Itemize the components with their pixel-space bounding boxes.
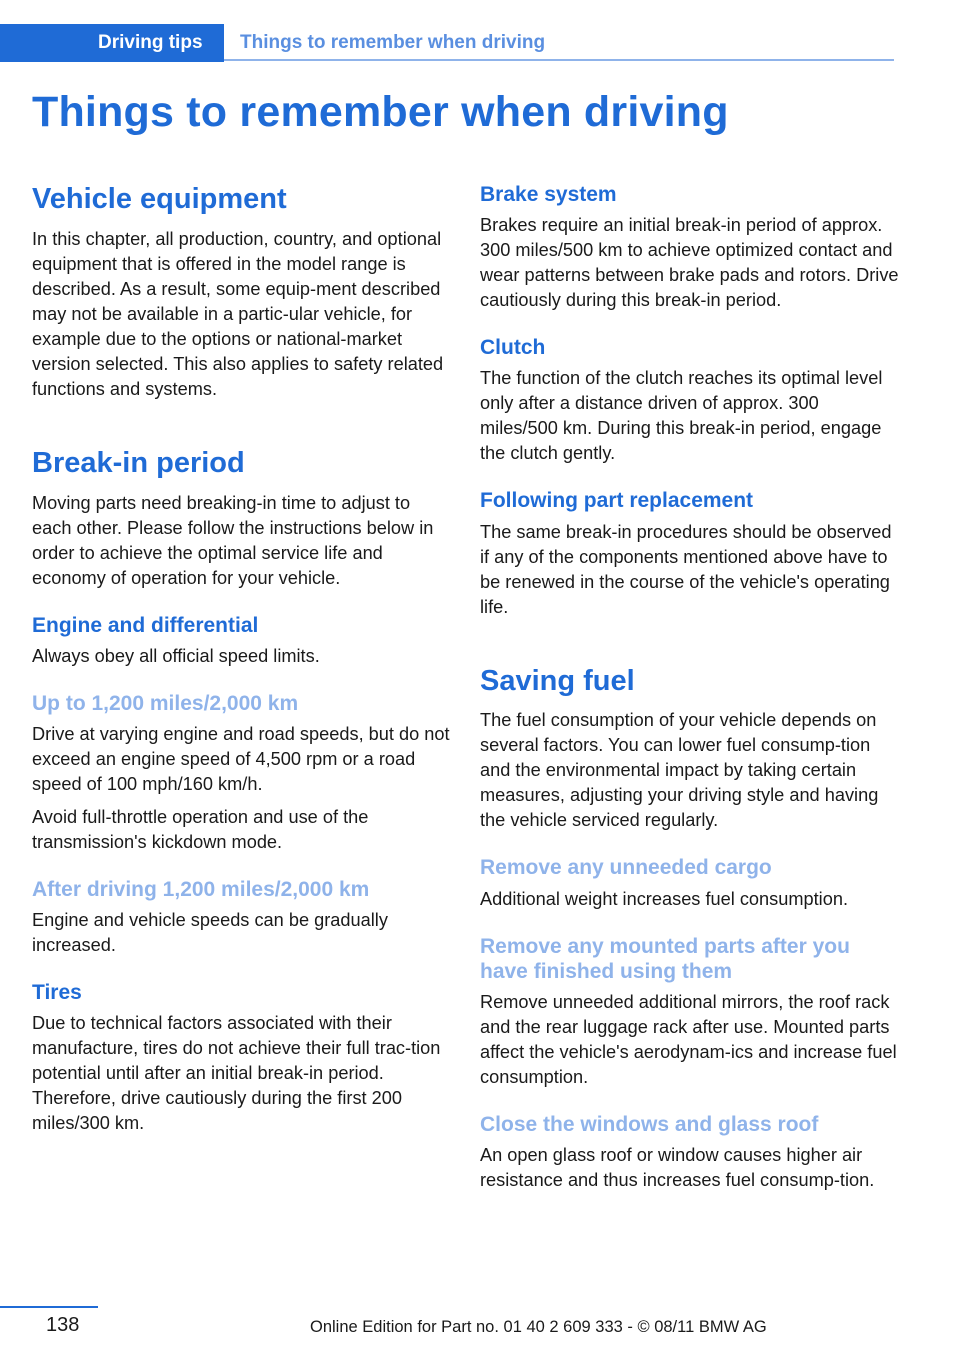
heading-after-1200: After driving 1,200 miles/2,000 km	[32, 877, 370, 901]
paragraph-following-part-replacement: The same break-in procedures should be observed if any of the components mentioned above have to be renewed in the course of the vehicle's operating life.	[480, 521, 892, 617]
heading-close-windows: Close the windows and glass roof	[480, 1112, 819, 1136]
footer-divider	[0, 1306, 98, 1308]
paragraph-close-windows: An open glass roof or window causes higher air resistance and thus increases fuel consump-tion.	[480, 1145, 875, 1191]
page-header	[0, 24, 894, 62]
heading-vehicle-equipment: Vehicle equipment	[32, 183, 287, 215]
heading-clutch: Clutch	[480, 336, 546, 360]
breadcrumb[interactable]: Things to remember when driving	[240, 32, 546, 53]
paragraph-up-to-1200-b: Avoid full-throttle operation and use of the transmission's kickdown mode.	[32, 806, 369, 852]
heading-following-part-replacement: Following part replacement	[480, 489, 754, 513]
paragraph-engine-differential: Always obey all official speed limits.	[32, 645, 320, 666]
right-column	[480, 182, 900, 1193]
left-column	[32, 182, 452, 1136]
paragraph-after-1200: Engine and vehicle speeds can be gradually increased.	[32, 910, 388, 956]
edition-footer: Online Edition for Part no. 01 40 2 609 333 - © 08/11 BMW AG	[310, 1318, 767, 1336]
paragraph-remove-cargo: Additional weight increases fuel consumption.	[480, 888, 849, 909]
paragraph-clutch: The function of the clutch reaches its optimal level only after a distance driven of approx. 300 miles/500 km. During this break-in period, engage the clutch gently.	[480, 368, 883, 464]
heading-up-to-1200: Up to 1,200 miles/2,000 km	[32, 691, 299, 715]
heading-tires: Tires	[32, 981, 82, 1005]
heading-brake-system: Brake system	[480, 183, 617, 206]
paragraph-remove-mounted-parts: Remove unneeded additional mirrors, the roof rack and the rear luggage rack after use. Mounted parts affect the vehicle's aerodynam-ics and increase fuel consumption.	[480, 991, 897, 1087]
heading-engine-differential: Engine and differential	[32, 613, 259, 637]
paragraph-saving-fuel: The fuel consumption of your vehicle depends on several factors. You can lower fuel consump-tion and the environmental impact by taking certain measures, adjusting your driving style and having the vehicle serviced regularly.	[480, 710, 879, 831]
heading-remove-cargo: Remove any unneeded cargo	[480, 856, 772, 880]
heading-remove-mounted-parts: Remove any mounted parts after you have finished using them	[480, 934, 850, 983]
paragraph-tires: Due to technical factors associated with their manufacture, tires do not achieve their full trac-tion potential until after an initial break-in period. Therefore, drive cautiously during the first 200 miles/300 km.	[32, 1013, 441, 1134]
header-divider	[224, 59, 894, 61]
heading-saving-fuel: Saving fuel	[480, 664, 635, 697]
paragraph-vehicle-equipment: In this chapter, all production, country, and optional equipment that is offered in the model range is described. As a result, some equip-ment described may not be available in a partic-ular vehicle, for example due to the options or national-market version selected. This also applies to safety related functions and systems.	[32, 228, 444, 399]
heading-break-in-period: Break-in period	[32, 446, 245, 479]
paragraph-break-in-period: Moving parts need breaking-in time to adjust to each other. Please follow the instructions below in order to achieve the optimal service life and economy of operation for your vehicle.	[32, 492, 434, 588]
paragraph-brake-system: Brakes require an initial break-in period of approx. 300 miles/500 km to achieve optimized contact and wear patterns between brake pads and rotors. Drive cautiously during this break-in period.	[480, 215, 899, 311]
header-color-bar	[0, 24, 90, 62]
section-tab[interactable]: Driving tips	[90, 24, 224, 62]
page-number: 138	[46, 1314, 80, 1336]
page-title: Things to remember when driving	[32, 88, 729, 136]
paragraph-up-to-1200-a: Drive at varying engine and road speeds, but do not exceed an engine speed of 4,500 rpm or a road speed of 100 mph/160 km/h.	[32, 723, 450, 794]
